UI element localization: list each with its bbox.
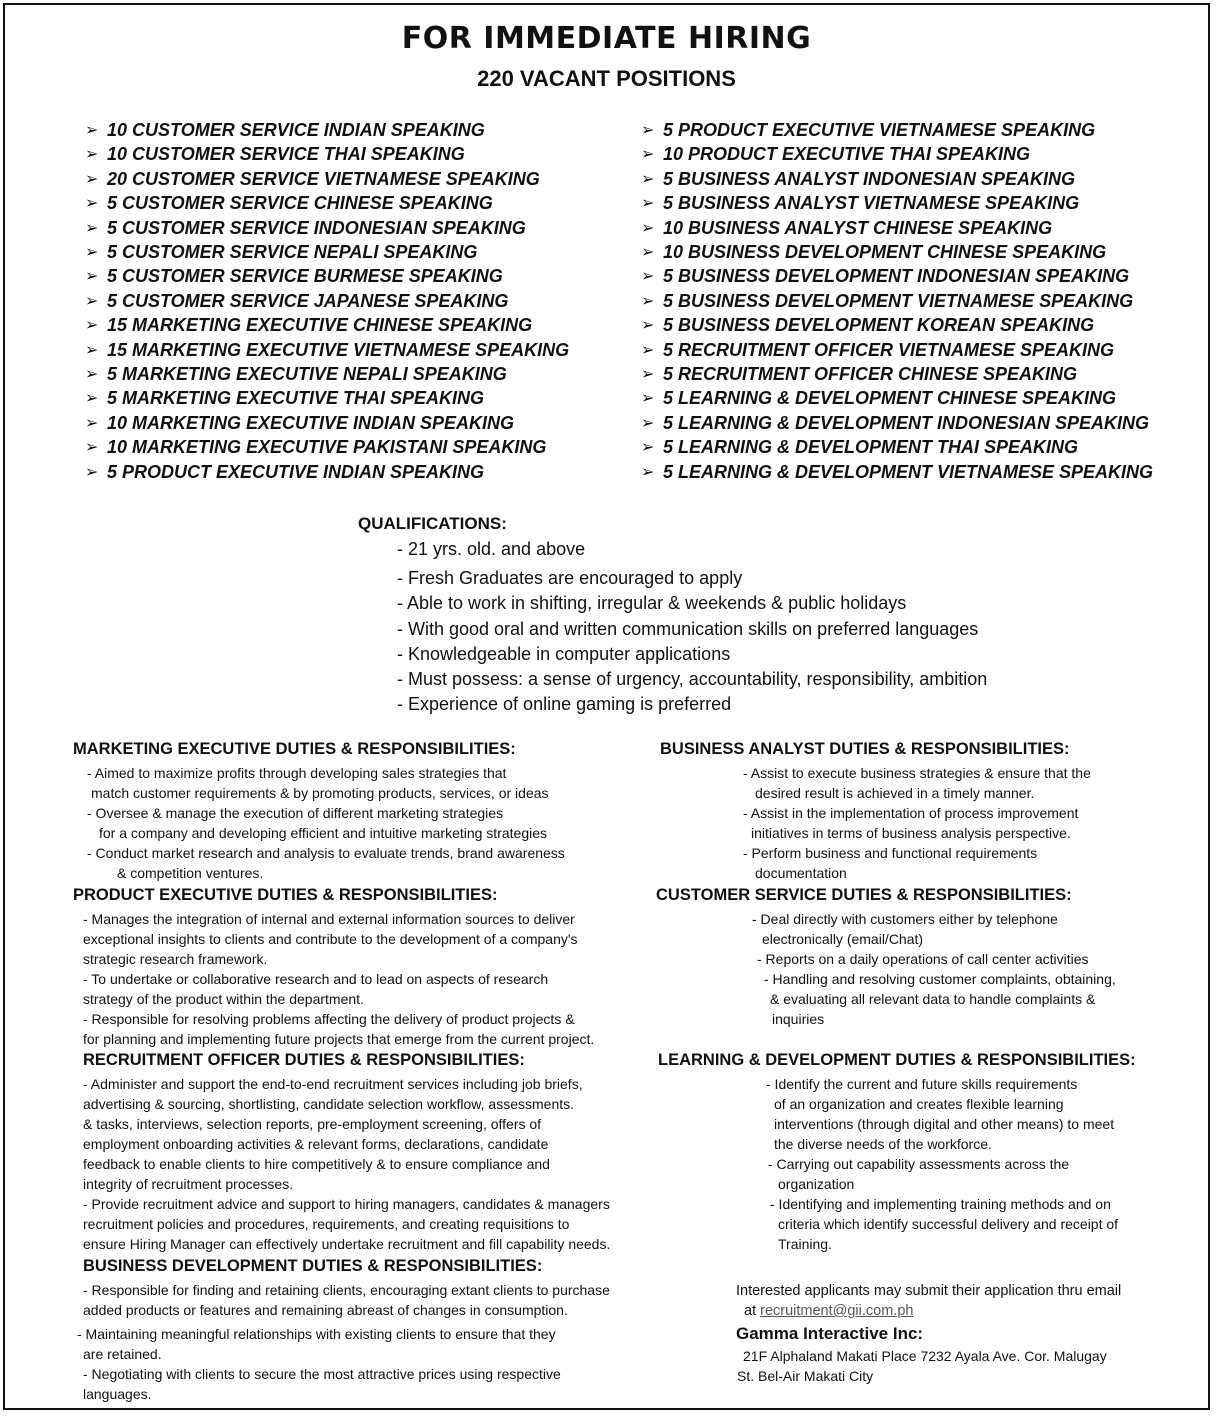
positions-list-left: [85, 118, 569, 484]
duty-line: interventions (through digital and other means) to meet: [774, 1116, 1115, 1132]
arrow-bullet-icon: ➢: [641, 364, 655, 384]
position-text: 10 MARKETING EXECUTIVE PAKISTANI SPEAKING: [107, 437, 547, 458]
marketing-duties-title: MARKETING EXECUTIVE DUTIES & RESPONSIBILITIES:: [73, 740, 516, 758]
position-item: [85, 240, 569, 264]
qualifications-list: [397, 537, 987, 717]
position-item: [85, 435, 569, 459]
duty-line: - Assist in the implementation of process improvement: [743, 805, 1079, 821]
company-name: Gamma Interactive Inc:: [736, 1324, 924, 1343]
business-dev-duties-list: [77, 1280, 610, 1404]
position-item: [85, 411, 569, 435]
duty-line: languages.: [83, 1386, 152, 1402]
position-item: [85, 338, 569, 362]
arrow-bullet-icon: ➢: [85, 144, 99, 164]
duty-line: & evaluating all relevant data to handle complaints &: [770, 991, 1096, 1007]
duty-line: - Carrying out capability assessments across the: [768, 1156, 1070, 1172]
arrow-bullet-icon: ➢: [641, 144, 655, 164]
position-text: 5 LEARNING & DEVELOPMENT THAI SPEAKING: [663, 437, 1079, 458]
duty-line: employment onboarding activities & relevant forms, declarations, candidate: [83, 1136, 549, 1152]
duty-line: exceptional insights to clients and contribute to the development of a company's: [83, 931, 578, 947]
apply-intro: Interested applicants may submit their application thru email: [736, 1283, 1122, 1299]
position-text: 5 PRODUCT EXECUTIVE INDIAN SPEAKING: [107, 461, 485, 482]
duty-line: initiatives in terms of business analysis perspective.: [751, 825, 1071, 841]
position-text: 5 BUSINESS ANALYST INDONESIAN SPEAKING: [663, 168, 1076, 189]
position-text: 5 BUSINESS DEVELOPMENT VIETNAMESE SPEAKING: [663, 290, 1134, 311]
arrow-bullet-icon: ➢: [641, 388, 655, 408]
duty-line: for planning and implementing future projects that emerge from the current project.: [83, 1031, 595, 1047]
duty-line: - Administer and support the end-to-end recruitment services including job briefs,: [83, 1076, 583, 1092]
arrow-bullet-icon: ➢: [85, 412, 99, 432]
position-text: 5 LEARNING & DEVELOPMENT INDONESIAN SPEAKING: [663, 412, 1150, 433]
qualification-item: - Must possess: a sense of urgency, accountability, responsibility, ambition: [397, 668, 988, 689]
positions-list-right: [641, 118, 1153, 484]
position-item: [85, 460, 569, 484]
position-text: 5 LEARNING & DEVELOPMENT VIETNAMESE SPEAKING: [663, 461, 1154, 482]
duty-line: - Identify the current and future skills requirements: [766, 1076, 1078, 1092]
duty-line: - Deal directly with customers either by telephone: [752, 911, 1058, 927]
position-item: [85, 118, 569, 142]
position-text: 5 BUSINESS DEVELOPMENT INDONESIAN SPEAKING: [663, 266, 1130, 287]
arrow-bullet-icon: ➢: [85, 339, 99, 359]
duty-line: Training.: [778, 1236, 832, 1252]
duty-line: recruitment policies and procedures, requirements, and creating requisitions to: [83, 1216, 570, 1232]
position-text: 10 BUSINESS DEVELOPMENT CHINESE SPEAKING: [663, 242, 1107, 263]
recruitment-duties-list: [83, 1074, 610, 1254]
position-item: [85, 289, 569, 313]
arrow-bullet-icon: ➢: [641, 461, 655, 481]
duty-line: feedback to enable clients to hire competitively & to ensure compliance and: [83, 1156, 550, 1172]
address-line-2: St. Bel-Air Makati City: [737, 1368, 874, 1384]
position-text: 5 CUSTOMER SERVICE NEPALI SPEAKING: [107, 242, 478, 263]
arrow-bullet-icon: ➢: [85, 388, 99, 408]
arrow-bullet-icon: ➢: [85, 242, 99, 262]
duty-line: - Provide recruitment advice and support to hiring managers, candidates & managers: [83, 1196, 610, 1212]
apply-email-link[interactable]: recruitment@gii.com.ph: [760, 1303, 914, 1319]
arrow-bullet-icon: ➢: [85, 120, 99, 139]
position-text: 10 PRODUCT EXECUTIVE THAI SPEAKING: [663, 144, 1031, 165]
position-item: [641, 338, 1153, 362]
position-item: [85, 142, 569, 166]
position-text: 5 LEARNING & DEVELOPMENT CHINESE SPEAKING: [663, 388, 1117, 409]
duty-line: - Manages the integration of internal and external information sources to deliver: [83, 911, 575, 927]
duty-line: - Responsible for resolving problems affecting the delivery of product projects &: [83, 1011, 575, 1027]
duty-line: - To undertake or collaborative research and to lead on aspects of research: [83, 971, 549, 987]
duty-line: desired result is achieved in a timely manner.: [755, 785, 1035, 801]
position-item: [641, 240, 1153, 264]
position-text: 5 RECRUITMENT OFFICER CHINESE SPEAKING: [663, 364, 1078, 385]
qualifications-title: QUALIFICATIONS:: [358, 514, 507, 533]
qualification-item: - Able to work in shifting, irregular & weekends & public holidays: [397, 593, 907, 614]
position-text: 5 CUSTOMER SERVICE BURMESE SPEAKING: [107, 266, 503, 287]
position-item: [85, 313, 569, 337]
position-item: [85, 216, 569, 240]
ad-subtitle: 220 VACANT POSITIONS: [477, 66, 736, 91]
arrow-bullet-icon: ➢: [85, 437, 99, 457]
duty-line: match customer requirements & by promoting products, services, or ideas: [91, 785, 549, 801]
position-item: [641, 118, 1153, 142]
duty-line: inquiries: [772, 1011, 825, 1027]
position-item: [641, 313, 1153, 337]
duty-line: - Perform business and functional requirements: [743, 845, 1038, 861]
arrow-bullet-icon: ➢: [641, 290, 655, 310]
product-duties-list: [83, 909, 594, 1049]
learning-duties-list: [766, 1074, 1118, 1254]
arrow-bullet-icon: ➢: [641, 120, 655, 139]
apply-instructions: [736, 1281, 1121, 1321]
position-text: 5 BUSINESS DEVELOPMENT KOREAN SPEAKING: [663, 315, 1095, 336]
position-text: 5 MARKETING EXECUTIVE THAI SPEAKING: [107, 388, 485, 409]
business-dev-duties-title: BUSINESS DEVELOPMENT DUTIES & RESPONSIBILITIES:: [83, 1257, 543, 1275]
position-text: 10 CUSTOMER SERVICE INDIAN SPEAKING: [107, 120, 485, 140]
position-item: [85, 167, 569, 191]
position-text: 15 MARKETING EXECUTIVE CHINESE SPEAKING: [107, 315, 533, 336]
duty-line: ensure Hiring Manager can effectively undertake recruitment and fill capability needs.: [83, 1236, 611, 1252]
position-item: [85, 386, 569, 410]
qualification-item: - With good oral and written communication skills on preferred languages: [397, 618, 979, 639]
arrow-bullet-icon: ➢: [641, 266, 655, 286]
job-ad-frame: [3, 3, 1210, 1410]
company-address: [737, 1346, 1107, 1386]
duty-line: - Assist to execute business strategies & ensure that the: [743, 765, 1091, 781]
qualification-item: - 21 yrs. old. and above: [397, 539, 586, 559]
duty-line: of an organization and creates flexible learning: [774, 1096, 1064, 1112]
duty-line: - Handling and resolving customer complaints, obtaining,: [764, 971, 1116, 987]
position-text: 10 BUSINESS ANALYST CHINESE SPEAKING: [663, 217, 1053, 238]
position-item: [641, 191, 1153, 215]
arrow-bullet-icon: ➢: [641, 193, 655, 213]
duty-line: - Identifying and implementing training methods and on: [770, 1196, 1111, 1212]
position-item: [641, 386, 1153, 410]
arrow-bullet-icon: ➢: [641, 168, 655, 188]
position-item: [641, 460, 1153, 484]
arrow-bullet-icon: ➢: [85, 168, 99, 188]
arrow-bullet-icon: ➢: [641, 242, 655, 262]
arrow-bullet-icon: ➢: [85, 193, 99, 213]
marketing-duties-list: [87, 763, 565, 883]
duty-line: for a company and developing efficient and intuitive marketing strategies: [99, 825, 548, 841]
qualification-item: - Experience of online gaming is preferred: [397, 694, 732, 715]
customer-service-duties-title: CUSTOMER SERVICE DUTIES & RESPONSIBILITIES:: [656, 886, 1072, 904]
duty-line: - Negotiating with clients to secure the most attractive prices using respective: [83, 1366, 561, 1382]
duty-line: are retained.: [83, 1346, 162, 1362]
position-item: [641, 167, 1153, 191]
position-item: [641, 264, 1153, 288]
duty-line: the diverse needs of the workforce.: [774, 1136, 992, 1152]
position-item: [85, 264, 569, 288]
position-text: 20 CUSTOMER SERVICE VIETNAMESE SPEAKING: [107, 168, 540, 189]
duty-line: criteria which identify successful delivery and receipt of: [778, 1216, 1119, 1232]
position-text: 5 CUSTOMER SERVICE INDONESIAN SPEAKING: [107, 217, 526, 238]
qualification-item: - Knowledgeable in computer applications: [397, 643, 731, 664]
arrow-bullet-icon: ➢: [85, 290, 99, 310]
apply-at: at: [744, 1303, 757, 1319]
position-item: [641, 411, 1153, 435]
arrow-bullet-icon: ➢: [85, 461, 99, 481]
learning-duties-title: LEARNING & DEVELOPMENT DUTIES & RESPONSIBILITIES:: [658, 1051, 1136, 1069]
duty-line: & tasks, interviews, selection reports, pre-employment screening, offers of: [83, 1116, 542, 1132]
position-text: 10 CUSTOMER SERVICE THAI SPEAKING: [107, 144, 465, 165]
duty-line: documentation: [755, 865, 847, 881]
duty-line: - Maintaining meaningful relationships with existing clients to ensure that they: [77, 1326, 556, 1342]
position-text: 5 BUSINESS ANALYST VIETNAMESE SPEAKING: [663, 193, 1080, 214]
duty-line: added products or features and remaining abreast of changes in consumption.: [83, 1302, 568, 1318]
duty-line: - Responsible for finding and retaining clients, encouraging extant clients to purchase: [83, 1282, 610, 1298]
arrow-bullet-icon: ➢: [85, 315, 99, 335]
arrow-bullet-icon: ➢: [641, 412, 655, 432]
position-text: 5 MARKETING EXECUTIVE NEPALI SPEAKING: [107, 364, 507, 385]
customer-service-duties-list: [752, 909, 1116, 1029]
duty-line: integrity of recruitment processes.: [83, 1176, 294, 1192]
ad-title: FOR IMMEDIATE HIRING: [401, 21, 812, 56]
arrow-bullet-icon: ➢: [641, 217, 655, 237]
apply-email-line: [736, 1301, 1121, 1321]
address-line-1: 21F Alphaland Makati Place 7232 Ayala Ave. Cor. Malugay: [743, 1348, 1107, 1364]
duty-line: - Conduct market research and analysis to evaluate trends, brand awareness: [87, 845, 565, 861]
arrow-bullet-icon: ➢: [641, 437, 655, 457]
position-item: [85, 191, 569, 215]
arrow-bullet-icon: ➢: [641, 339, 655, 359]
position-item: [85, 362, 569, 386]
qualification-item: - Fresh Graduates are encouraged to apply: [397, 568, 743, 589]
position-item: [641, 142, 1153, 166]
position-text: 5 CUSTOMER SERVICE CHINESE SPEAKING: [107, 193, 493, 214]
position-item: [641, 435, 1153, 459]
duty-line: organization: [778, 1176, 855, 1192]
duty-line: - Oversee & manage the execution of different marketing strategies: [87, 805, 504, 821]
position-item: [641, 216, 1153, 240]
position-text: 5 CUSTOMER SERVICE JAPANESE SPEAKING: [107, 290, 509, 311]
recruitment-duties-title: RECRUITMENT OFFICER DUTIES & RESPONSIBILITIES:: [83, 1051, 525, 1069]
arrow-bullet-icon: ➢: [85, 217, 99, 237]
position-text: 5 PRODUCT EXECUTIVE VIETNAMESE SPEAKING: [663, 120, 1096, 140]
duty-line: - Aimed to maximize profits through developing sales strategies that: [87, 765, 507, 781]
position-text: 15 MARKETING EXECUTIVE VIETNAMESE SPEAKING: [107, 339, 570, 360]
duty-line: advertising & sourcing, shortlisting, candidate selection workflow, assessments.: [83, 1096, 575, 1112]
arrow-bullet-icon: ➢: [641, 315, 655, 335]
duty-line: & competition ventures.: [117, 865, 264, 881]
business-analyst-duties-title: BUSINESS ANALYST DUTIES & RESPONSIBILITIES:: [660, 740, 1070, 758]
position-text: 10 MARKETING EXECUTIVE INDIAN SPEAKING: [107, 412, 515, 433]
product-duties-title: PRODUCT EXECUTIVE DUTIES & RESPONSIBILITIES:: [73, 886, 498, 904]
duty-line: electronically (email/Chat): [762, 931, 924, 947]
duty-line: - Reports on a daily operations of call center activities: [757, 951, 1089, 967]
business-analyst-duties-list: [743, 763, 1091, 883]
position-text: 5 RECRUITMENT OFFICER VIETNAMESE SPEAKING: [663, 339, 1115, 360]
arrow-bullet-icon: ➢: [85, 364, 99, 384]
duty-line: strategic research framework.: [83, 951, 268, 967]
position-item: [641, 362, 1153, 386]
arrow-bullet-icon: ➢: [85, 266, 99, 286]
position-item: [641, 289, 1153, 313]
duty-line: strategy of the product within the department.: [83, 991, 364, 1007]
